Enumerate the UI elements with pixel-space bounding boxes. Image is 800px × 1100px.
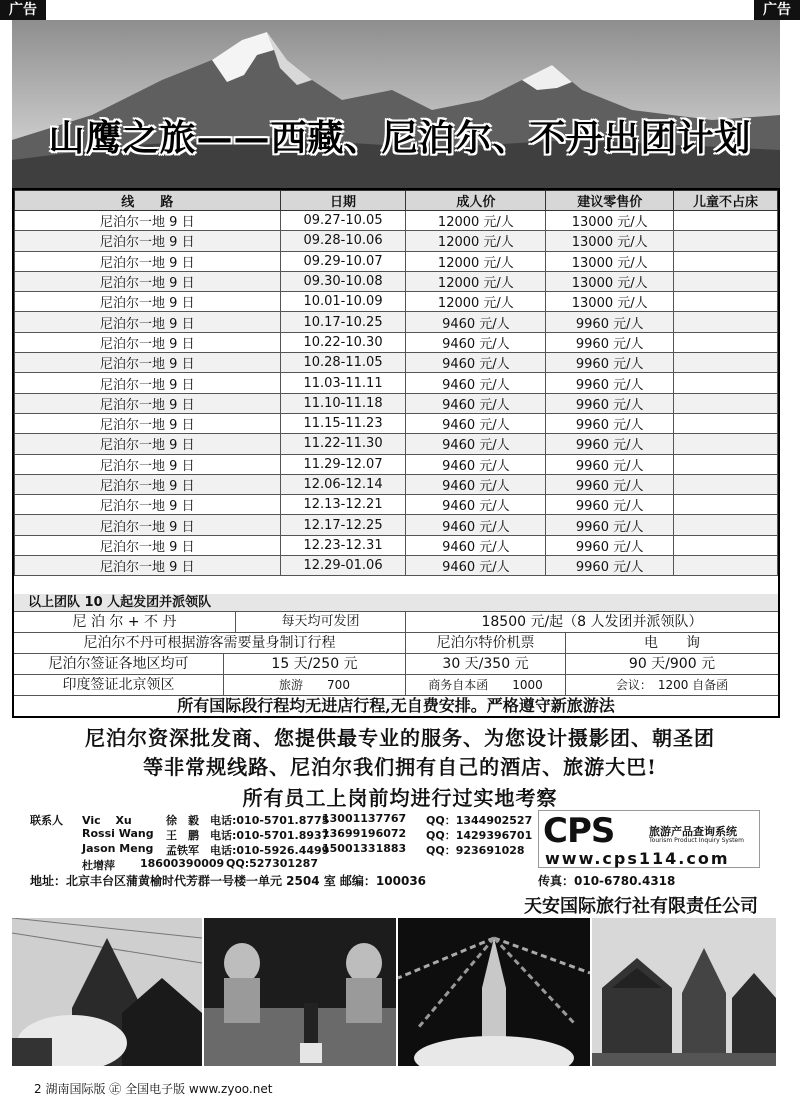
- cell-date: 09.28-10.06: [280, 231, 406, 251]
- cell-child-no-bed: [674, 434, 778, 454]
- airfare-price: 电 询: [644, 635, 700, 651]
- cell-child-no-bed: [674, 231, 778, 251]
- table-row: [15, 211, 778, 231]
- cell-retail-price: 9960 元/人: [546, 495, 674, 515]
- cell-adult-price: 9460 元/人: [406, 515, 546, 535]
- cell-retail-price: 9960 元/人: [546, 393, 674, 413]
- cell-child-no-bed: [674, 353, 778, 373]
- contact-phone: 电话:010-5701.8937: [210, 829, 330, 842]
- cell-adult-price: 9460 元/人: [406, 393, 546, 413]
- cps-system-subtitle: Tourism Product Inquiry System: [649, 837, 744, 844]
- cell-adult-price: 9460 元/人: [406, 474, 546, 494]
- cell-retail-price: 9960 元/人: [546, 515, 674, 535]
- cell-retail-price: 13000 元/人: [546, 251, 674, 271]
- contact-phone: 电话:010-5926.4499: [210, 844, 330, 857]
- nepal-visa-90: 90 天/900 元: [628, 656, 716, 672]
- row-custom-itinerary: [14, 633, 778, 654]
- cell-adult-price: 12000 元/人: [406, 251, 546, 271]
- company-name: 天安国际旅行社有限责任公司: [524, 896, 758, 917]
- cell-date: 10.28-11.05: [280, 353, 406, 373]
- cell-child-no-bed: [674, 515, 778, 535]
- cell-date: 11.22-11.30: [280, 434, 406, 454]
- cell-child-no-bed: [674, 413, 778, 433]
- contact-mobile: 13699196072: [322, 827, 407, 840]
- cell-date: 10.01-10.09: [280, 292, 406, 312]
- cell-child-no-bed: [674, 495, 778, 515]
- contact-name-cn: 王 鹏: [166, 829, 199, 842]
- ad-tag-right: 广告: [754, 0, 800, 20]
- photo-durbar-square: [592, 918, 776, 1066]
- cell-route: 尼泊尔一地 9 日: [15, 353, 281, 373]
- contact-qq: QQ：923691028: [426, 844, 525, 857]
- cell-date: 10.17-10.25: [280, 312, 406, 332]
- cell-date: 09.30-10.08: [280, 271, 406, 291]
- cell-adult-price: 9460 元/人: [406, 332, 546, 352]
- cell-retail-price: 13000 元/人: [546, 211, 674, 231]
- cell-route: 尼泊尔一地 9 日: [15, 251, 281, 271]
- contact-name-cn: 杜增萍: [82, 859, 115, 872]
- contact-qq: QQ：1429396701: [426, 829, 533, 842]
- cell-route: 尼泊尔一地 9 日: [15, 231, 281, 251]
- table-row: [15, 535, 778, 555]
- photo-guardian-statues: [204, 918, 396, 1066]
- cell-date: 09.29-10.07: [280, 251, 406, 271]
- nepal-visa-30: 30 天/350 元: [406, 654, 566, 674]
- contact-qq: QQ:527301287: [226, 857, 318, 870]
- cell-child-no-bed: [674, 211, 778, 231]
- nepal-visa-label: 尼泊尔签证各地区均可: [14, 654, 224, 674]
- table-row: [15, 454, 778, 474]
- cell-route: 尼泊尔一地 9 日: [15, 515, 281, 535]
- cps-system-name: 旅游产品查询系统: [649, 825, 737, 838]
- cell-child-no-bed: [674, 556, 778, 576]
- cps-logo: CPS: [543, 811, 615, 851]
- table-header-row: [15, 191, 778, 211]
- address: 地址：北京丰台区蒲黄榆时代芳群一号楼一单元 2504 室 邮编：100036: [30, 874, 427, 888]
- promo-line-2: 等非常规线路、尼泊尔我们拥有自己的酒店、旅游大巴!: [143, 755, 657, 779]
- tour-price-table: [14, 190, 778, 576]
- header-route: 线 路: [15, 191, 281, 211]
- cell-date: 11.29-12.07: [280, 454, 406, 474]
- india-visa-conference: 会议： 1200 自备函: [615, 678, 729, 692]
- table-row: [15, 556, 778, 576]
- cell-retail-price: 9960 元/人: [546, 373, 674, 393]
- table-row: [15, 312, 778, 332]
- cell-route: 尼泊尔一地 9 日: [15, 373, 281, 393]
- contact-mobile: 13001137767: [322, 812, 407, 825]
- cell-retail-price: 9960 元/人: [546, 312, 674, 332]
- cell-adult-price: 12000 元/人: [406, 271, 546, 291]
- table-row: [15, 474, 778, 494]
- cell-adult-price: 9460 元/人: [406, 495, 546, 515]
- policy-statement: 所有国际段行程均无进店行程,无自费安排。严格遵守新旅游法: [177, 696, 615, 715]
- mountain-illustration: [12, 20, 780, 188]
- cell-route: 尼泊尔一地 9 日: [15, 556, 281, 576]
- cell-child-no-bed: [674, 474, 778, 494]
- cell-adult-price: 9460 元/人: [406, 373, 546, 393]
- contact-name-cn: 孟铁军: [166, 844, 199, 857]
- cell-child-no-bed: [674, 251, 778, 271]
- table-row: [15, 434, 778, 454]
- cell-child-no-bed: [674, 332, 778, 352]
- cell-retail-price: 13000 元/人: [546, 271, 674, 291]
- contact-name-en: Jason Meng: [82, 842, 154, 855]
- cell-adult-price: 12000 元/人: [406, 231, 546, 251]
- cell-child-no-bed: [674, 373, 778, 393]
- mountain-banner: [12, 20, 780, 188]
- cell-retail-price: 13000 元/人: [546, 292, 674, 312]
- row-nepal-visa: [14, 654, 778, 675]
- cell-adult-price: 9460 元/人: [406, 535, 546, 555]
- table-row: [15, 413, 778, 433]
- cell-child-no-bed: [674, 393, 778, 413]
- cell-route: 尼泊尔一地 9 日: [15, 535, 281, 555]
- cell-date: 12.06-12.14: [280, 474, 406, 494]
- cell-adult-price: 12000 元/人: [406, 292, 546, 312]
- cell-route: 尼泊尔一地 9 日: [15, 271, 281, 291]
- contact-mobile: 15001331883: [322, 842, 407, 855]
- table-row: [15, 353, 778, 373]
- cell-retail-price: 9960 元/人: [546, 434, 674, 454]
- cps-logo-box: [538, 810, 760, 868]
- india-visa-tourism: 旅游 700: [224, 675, 406, 695]
- cell-retail-price: 9960 元/人: [546, 332, 674, 352]
- photo-stupa-temple: [12, 918, 202, 1066]
- cell-route: 尼泊尔一地 9 日: [15, 434, 281, 454]
- cell-adult-price: 9460 元/人: [406, 312, 546, 332]
- header-date: 日期: [280, 191, 406, 211]
- header-retail-price: 建议零售价: [546, 191, 674, 211]
- ad-tag-left: 广告: [0, 0, 46, 20]
- contact-label: 联系人: [30, 814, 63, 827]
- contact-name-en: Rossi Wang: [82, 827, 154, 840]
- nepal-bhutan-price: 18500 元/起（8 人发团并派领队）: [481, 614, 703, 630]
- table-row: [15, 373, 778, 393]
- cell-date: 09.27-10.05: [280, 211, 406, 231]
- cell-date: 12.29-01.06: [280, 556, 406, 576]
- header-child-no-bed: 儿童不占床: [674, 191, 778, 211]
- table-row: [15, 271, 778, 291]
- cell-date: 11.03-11.11: [280, 373, 406, 393]
- cell-child-no-bed: [674, 271, 778, 291]
- india-visa-business: 商务自本函 1000: [406, 675, 566, 695]
- contact-mobile: 18600390009: [140, 857, 225, 870]
- row-nepal-bhutan: [14, 612, 778, 633]
- cell-route: 尼泊尔一地 9 日: [15, 393, 281, 413]
- airfare-label: 尼泊尔特价机票: [406, 633, 566, 653]
- photo-prayer-flags: [398, 918, 590, 1066]
- contact-name-cn: 徐 毅: [166, 814, 199, 827]
- nepal-bhutan-label: 尼 泊 尔 + 不 丹: [14, 612, 236, 632]
- nepal-bhutan-schedule: 每天均可发团: [236, 612, 406, 632]
- address-line: [30, 872, 770, 889]
- cell-date: 12.23-12.31: [280, 535, 406, 555]
- cell-date: 12.13-12.21: [280, 495, 406, 515]
- cell-retail-price: 9960 元/人: [546, 535, 674, 555]
- headline: 山鹰之旅——西藏、尼泊尔、不丹出团计划: [48, 117, 752, 159]
- table-row: [15, 292, 778, 312]
- price-box: [12, 188, 780, 718]
- cell-route: 尼泊尔一地 9 日: [15, 454, 281, 474]
- table-row: [15, 495, 778, 515]
- cell-route: 尼泊尔一地 9 日: [15, 312, 281, 332]
- promo-line-1: 尼泊尔资深批发商、您提供最专业的服务、为您设计摄影团、朝圣团: [85, 726, 715, 750]
- header-adult-price: 成人价: [406, 191, 546, 211]
- cell-retail-price: 9960 元/人: [546, 413, 674, 433]
- cell-retail-price: 9960 元/人: [546, 353, 674, 373]
- cell-child-no-bed: [674, 312, 778, 332]
- cps-url[interactable]: www.cps114.com: [545, 849, 730, 868]
- cell-adult-price: 9460 元/人: [406, 434, 546, 454]
- contact-phone: 电话:010-5701.8775: [210, 814, 330, 827]
- cell-retail-price: 9960 元/人: [546, 556, 674, 576]
- cell-date: 11.15-11.23: [280, 413, 406, 433]
- nepal-visa-15: 15 天/250 元: [224, 654, 406, 674]
- cell-route: 尼泊尔一地 9 日: [15, 332, 281, 352]
- cell-child-no-bed: [674, 454, 778, 474]
- cell-retail-price: 9960 元/人: [546, 474, 674, 494]
- cell-adult-price: 9460 元/人: [406, 353, 546, 373]
- table-body: [15, 211, 778, 576]
- cell-route: 尼泊尔一地 9 日: [15, 211, 281, 231]
- page-footer: 2 湖南国际版 ㊣ 全国电子版 www.zyoo.net: [34, 1082, 273, 1096]
- cell-retail-price: 13000 元/人: [546, 231, 674, 251]
- group-notice: 以上团队 10 人起发团并派领队: [14, 594, 778, 612]
- cell-adult-price: 9460 元/人: [406, 454, 546, 474]
- table-row: [15, 515, 778, 535]
- cell-route: 尼泊尔一地 9 日: [15, 474, 281, 494]
- cell-date: 11.10-11.18: [280, 393, 406, 413]
- cell-date: 12.17-12.25: [280, 515, 406, 535]
- contact-qq: QQ：1344902527: [426, 814, 533, 827]
- table-row: [15, 332, 778, 352]
- fax: 传真：010-6780.4318: [538, 874, 676, 888]
- contact-name-en: Vic Xu: [82, 814, 132, 827]
- table-row: [15, 231, 778, 251]
- india-visa-label: 印度签证北京领区: [14, 675, 224, 695]
- custom-itinerary-label: 尼泊尔不丹可根据游客需要量身制订行程: [14, 633, 406, 653]
- cell-adult-price: 12000 元/人: [406, 211, 546, 231]
- cell-adult-price: 9460 元/人: [406, 413, 546, 433]
- cell-route: 尼泊尔一地 9 日: [15, 413, 281, 433]
- cell-date: 10.22-10.30: [280, 332, 406, 352]
- cell-child-no-bed: [674, 292, 778, 312]
- cell-route: 尼泊尔一地 9 日: [15, 292, 281, 312]
- table-row: [15, 251, 778, 271]
- cell-route: 尼泊尔一地 9 日: [15, 495, 281, 515]
- promo-line-3: 所有员工上岗前均进行过实地考察: [242, 786, 558, 810]
- cell-retail-price: 9960 元/人: [546, 454, 674, 474]
- cell-adult-price: 9460 元/人: [406, 556, 546, 576]
- row-india-visa: [14, 675, 778, 696]
- cell-child-no-bed: [674, 535, 778, 555]
- table-row: [15, 393, 778, 413]
